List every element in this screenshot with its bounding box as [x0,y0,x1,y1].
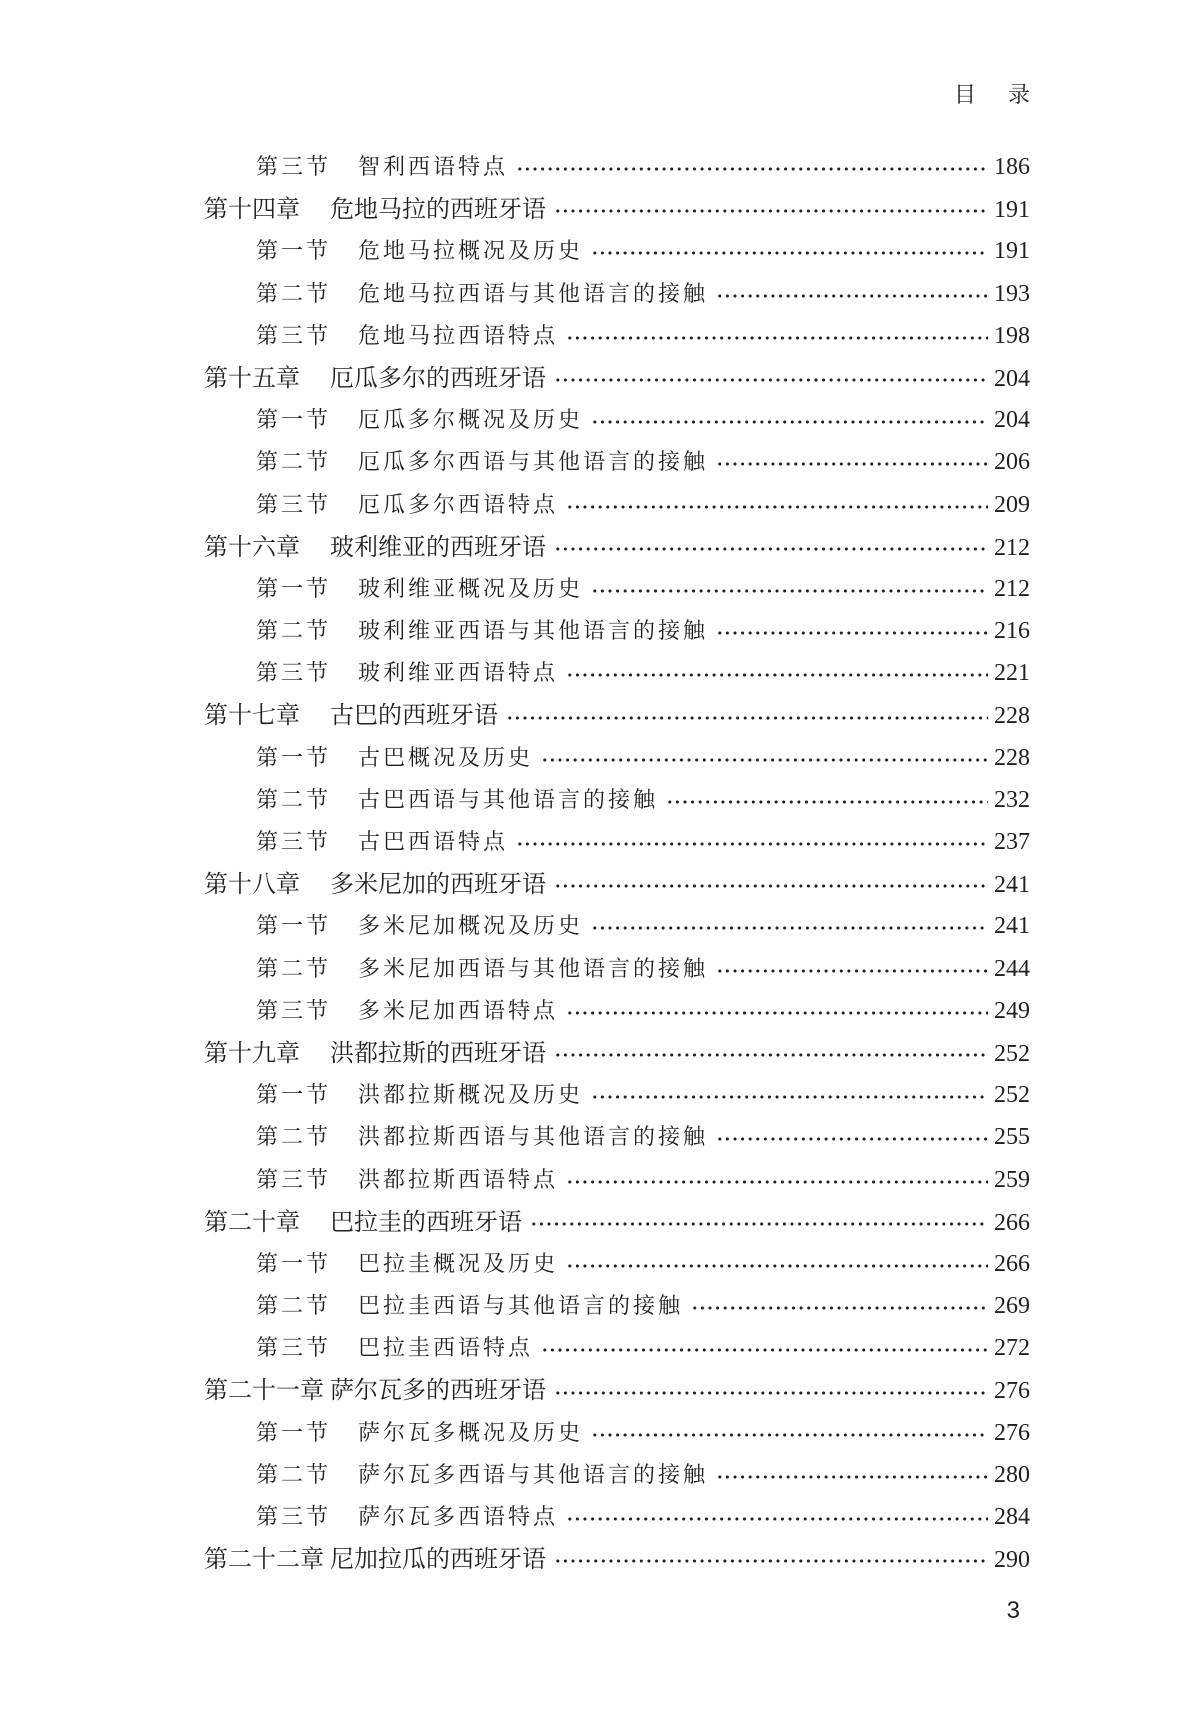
toc-entry-label: 第二节 [256,956,332,982]
toc-entry-title: 厄瓜多尔西语与其他语言的接触 [358,450,709,476]
dot-leader [716,630,988,636]
toc-entry-label: 第十九章 [204,1038,300,1067]
toc-entry-title: 萨尔瓦多西语与其他语言的接触 [358,1462,709,1488]
toc-entry-label: 第三节 [256,492,332,518]
toc-entry-title: 洪都拉斯西语特点 [358,1167,559,1193]
dot-leader [666,799,988,805]
toc-entry-title: 智利西语特点 [358,155,509,180]
toc-entry-page: 237 [994,829,1030,855]
toc-entry-title: 古巴的西班牙语 [330,701,498,730]
toc-entry-label: 第三节 [256,155,332,180]
dot-leader [691,1305,988,1311]
toc-entry-page: 276 [994,1378,1030,1405]
dot-leader [566,1263,988,1269]
toc-chapter-entry[interactable] [204,526,1030,568]
toc-entry-label: 第三节 [256,323,332,349]
toc-entry-title: 洪都拉斯西语与其他语言的接触 [358,1125,709,1151]
toc-section-entry[interactable] [204,273,1030,315]
toc-entry-title: 厄瓜多尔的西班牙语 [330,363,546,392]
toc-section-entry[interactable] [204,230,1030,272]
toc-entry-page: 241 [994,872,1030,899]
toc-section-entry[interactable] [204,1496,1030,1538]
dot-leader [516,841,988,847]
toc-entry-page: 276 [994,1419,1030,1446]
toc-chapter-entry[interactable] [204,357,1030,399]
toc-entry-page: 206 [994,449,1030,476]
toc-chapter-entry[interactable] [204,1538,1030,1580]
toc-entry-label: 第十六章 [204,532,300,561]
toc-entry-label: 第二十二章 [204,1545,324,1574]
toc-entry-page: 198 [994,322,1030,349]
dot-leader [554,1558,988,1564]
dot-leader [554,208,988,214]
toc-entry-title: 多米尼加概况及历史 [358,914,584,940]
toc-section-entry[interactable] [204,990,1030,1032]
toc-entry-title: 厄瓜多尔概况及历史 [358,408,584,434]
running-head-title: 目录 [953,83,1062,108]
toc-section-entry[interactable] [204,1454,1030,1496]
toc-entry-page: 241 [994,913,1030,940]
dot-leader [530,1221,988,1227]
toc-section-entry[interactable] [204,948,1030,990]
toc-entry-page: 209 [994,491,1030,518]
toc-section-entry[interactable] [204,1412,1030,1454]
dot-leader [591,1094,988,1100]
toc-entry-title: 萨尔瓦多西语特点 [358,1505,559,1530]
toc-section-entry[interactable] [204,315,1030,357]
toc-entry-title: 多米尼加的西班牙语 [330,870,546,899]
toc-entry-page: 212 [994,534,1030,561]
toc-entry-title: 萨尔瓦多概况及历史 [358,1420,584,1446]
toc-entry-page: 204 [994,407,1030,434]
toc-entry-page: 244 [994,955,1030,982]
toc-entry-page: 212 [994,575,1030,602]
dot-leader [506,715,988,721]
toc-entry-title: 萨尔瓦多的西班牙语 [330,1376,546,1405]
toc-entry-page: 216 [994,618,1030,645]
toc-entry-page: 259 [994,1166,1030,1193]
dot-leader [591,419,988,425]
toc-entry-page: 272 [994,1335,1030,1362]
toc-entry-label: 第二节 [256,787,332,813]
dot-leader [566,504,988,510]
toc-entry-label: 第十四章 [204,195,300,224]
toc-chapter-entry[interactable] [204,1032,1030,1074]
dot-leader [566,1010,988,1016]
dot-leader [541,757,988,763]
toc-entry-label: 第二节 [256,1462,332,1488]
toc-section-entry[interactable] [204,1243,1030,1285]
toc-entry-title: 危地马拉的西班牙语 [330,195,546,224]
toc-entry-title: 玻利维亚西语与其他语言的接触 [358,619,709,645]
toc-chapter-entry[interactable] [204,1201,1030,1243]
toc-entry-label: 第二节 [256,1125,332,1151]
toc-section-entry[interactable] [204,779,1030,821]
toc-entry-label: 第十八章 [204,870,300,899]
toc-entry-page: 193 [994,280,1030,307]
toc-entry-page: 255 [994,1124,1030,1151]
toc-entry-page: 252 [994,1082,1030,1109]
dot-leader [516,166,988,172]
dot-leader [554,377,988,383]
toc-section-entry[interactable] [204,146,1030,188]
toc-entry-title: 玻利维亚的西班牙语 [330,532,546,561]
toc-entry-title: 尼加拉瓜的西班牙语 [330,1545,546,1574]
dot-leader [554,1390,988,1396]
dot-leader [716,461,988,467]
toc-entry-title: 多米尼加西语与其他语言的接触 [358,956,709,982]
toc-entry-label: 第一节 [256,745,332,771]
toc-entry-label: 第一节 [256,914,332,940]
dot-leader [716,1474,988,1480]
dot-leader [716,968,988,974]
toc-entry-title: 洪都拉斯概况及历史 [358,1083,584,1109]
toc-section-entry[interactable] [204,905,1030,947]
toc-entry-label: 第一节 [256,576,332,602]
toc-entry-label: 第三节 [256,830,332,855]
toc-entry-label: 第二节 [256,1294,332,1320]
dot-leader [591,588,988,594]
toc-entry-page: 249 [994,997,1030,1024]
toc-entry-title: 古巴西语特点 [358,830,509,855]
toc-section-entry[interactable] [204,441,1030,483]
toc-entry-title: 玻利维亚西语特点 [358,661,559,687]
toc-entry-page: 266 [994,1209,1030,1236]
dot-leader [554,883,988,889]
toc-entry-title: 巴拉圭的西班牙语 [330,1207,522,1236]
toc-section-entry[interactable] [204,737,1030,779]
toc-entry-label: 第一节 [256,239,332,265]
toc-entry-title: 巴拉圭西语与其他语言的接触 [358,1294,684,1320]
dot-leader [566,1516,988,1522]
toc-entry-label: 第一节 [256,1251,332,1277]
toc-entry-title: 古巴概况及历史 [358,745,534,771]
dot-leader [591,925,988,931]
toc-entry-label: 第一节 [256,1083,332,1109]
toc-entry-title: 危地马拉西语与其他语言的接触 [358,281,709,307]
toc-entry-title: 厄瓜多尔西语特点 [358,492,559,518]
toc-entry-page: 290 [994,1547,1030,1574]
toc-entry-label: 第二节 [256,281,332,307]
toc-entry-page: 186 [994,154,1030,180]
toc-chapter-entry[interactable] [204,863,1030,905]
dot-leader [554,1052,988,1058]
toc-entry-page: 191 [994,197,1030,224]
toc-entry-title: 多米尼加西语特点 [358,998,559,1024]
toc-chapter-entry[interactable] [204,1369,1030,1411]
toc-section-entry[interactable] [204,568,1030,610]
toc-entry-page: 252 [994,1040,1030,1067]
toc-entry-page: 204 [994,365,1030,392]
toc-section-entry[interactable] [204,1074,1030,1116]
toc-entry-page: 266 [994,1250,1030,1277]
toc-entry-label: 第二十一章 [204,1376,324,1405]
toc-entry-title: 危地马拉概况及历史 [358,239,584,265]
toc-entry-title: 洪都拉斯的西班牙语 [330,1038,546,1067]
toc-section-entry[interactable] [204,652,1030,694]
toc-section-entry[interactable] [204,1116,1030,1158]
dot-leader [566,672,988,678]
dot-leader [591,1432,988,1438]
toc-entry-page: 232 [994,786,1030,813]
dot-leader [566,335,988,341]
toc-section-entry[interactable] [204,610,1030,652]
toc-entry-page: 191 [994,238,1030,265]
toc-entry-label: 第三节 [256,1505,332,1530]
toc-entry-label: 第一节 [256,408,332,434]
toc-entry-page: 280 [994,1461,1030,1488]
dot-leader [591,250,988,256]
toc-entry-title: 巴拉圭概况及历史 [358,1251,559,1277]
toc-entry-label: 第三节 [256,998,332,1024]
toc-section-entry[interactable] [204,1327,1030,1369]
toc-entry-label: 第一节 [256,1420,332,1446]
toc-entry-page: 228 [994,744,1030,771]
toc-section-entry[interactable] [204,484,1030,526]
toc-chapter-entry[interactable] [204,694,1030,736]
table-of-contents [204,146,1030,1580]
toc-entry-page: 269 [994,1293,1030,1320]
dot-leader [716,1136,988,1142]
toc-entry-label: 第三节 [256,661,332,687]
toc-entry-page: 228 [994,703,1030,730]
toc-section-entry[interactable] [204,1159,1030,1201]
toc-entry-page: 221 [994,660,1030,687]
toc-entry-label: 第二十章 [204,1207,300,1236]
toc-entry-label: 第二节 [256,450,332,476]
toc-chapter-entry[interactable] [204,188,1030,230]
dot-leader [541,1347,988,1353]
toc-entry-title: 巴拉圭西语特点 [358,1336,534,1362]
page-number: 3 [1006,1597,1020,1624]
toc-entry-label: 第十七章 [204,701,300,730]
dot-leader [716,293,988,299]
toc-section-entry[interactable] [204,821,1030,863]
toc-section-entry[interactable] [204,1285,1030,1327]
toc-entry-page: 284 [994,1504,1030,1530]
toc-entry-title: 玻利维亚概况及历史 [358,576,584,602]
toc-entry-label: 第三节 [256,1336,332,1362]
toc-entry-title: 危地马拉西语特点 [358,323,559,349]
toc-entry-label: 第十五章 [204,363,300,392]
dot-leader [566,1179,988,1185]
dot-leader [554,546,988,552]
toc-section-entry[interactable] [204,399,1030,441]
toc-entry-label: 第三节 [256,1167,332,1193]
toc-entry-title: 古巴西语与其他语言的接触 [358,787,659,813]
toc-entry-label: 第二节 [256,619,332,645]
